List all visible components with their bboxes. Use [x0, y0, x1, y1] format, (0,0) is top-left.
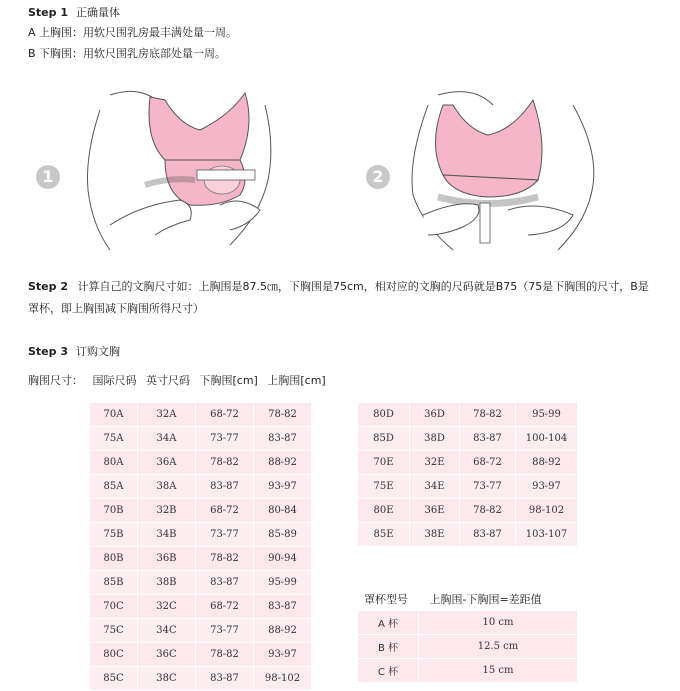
- table-cell: 38A: [138, 475, 196, 499]
- step2-text: 计算自己的文胸尺寸如：上胸围是87.5㎝，下胸围是75cm，相对应的文胸的尺码就是B75（75是下胸围的尺寸，B是罩杯，即上胸围减下胸围所得尺寸）: [28, 280, 649, 315]
- table-cell: 70A: [90, 403, 138, 427]
- cup-type-cell: B 杯: [358, 635, 419, 659]
- size-header-underbust: 下胸围[cm]: [199, 374, 258, 387]
- table-cell: 70C: [90, 595, 138, 619]
- table-row: [90, 499, 312, 523]
- size-header-bust: 上胸围[cm]: [267, 374, 326, 387]
- table-cell: 34E: [410, 475, 460, 499]
- cup-diff-row: [358, 635, 578, 659]
- table-row: [358, 451, 578, 475]
- size-header-international: 国际尺码: [92, 374, 137, 387]
- step1-line-a: A 上胸围：用软尺围乳房最丰满处量一周。: [28, 26, 238, 39]
- table-row: [358, 499, 578, 523]
- figure2-number-badge: 2: [366, 165, 390, 189]
- table-cell: 83-87: [196, 571, 254, 595]
- table-row: [90, 643, 312, 667]
- step2-paragraph: [28, 276, 658, 320]
- table-row: [90, 595, 312, 619]
- figure1-number-badge: 1: [36, 165, 60, 189]
- table-cell: 85B: [90, 571, 138, 595]
- table-cell: 83-87: [254, 427, 312, 451]
- table-cell: 80E: [358, 499, 410, 523]
- table-cell: 38D: [410, 427, 460, 451]
- table-cell: 68-72: [460, 451, 516, 475]
- table-cell: 93-97: [254, 643, 312, 667]
- table-cell: 38C: [138, 667, 196, 691]
- step3-title: 订购文胸: [76, 345, 120, 358]
- table-cell: 34A: [138, 427, 196, 451]
- step1-label: Step 1: [28, 6, 68, 19]
- table-row: [358, 427, 578, 451]
- table-cell: 78-82: [460, 403, 516, 427]
- table-cell: 38B: [138, 571, 196, 595]
- figure1-measuring-illustration: [70, 85, 300, 260]
- cup-diff-row: [358, 659, 578, 683]
- table-row: [90, 619, 312, 643]
- table-cell: 80A: [90, 451, 138, 475]
- table-cell: 80C: [90, 643, 138, 667]
- table-cell: 78-82: [196, 643, 254, 667]
- table-cell: 88-92: [516, 451, 578, 475]
- table-cell: 85D: [358, 427, 410, 451]
- cup-diff-value-cell: 15 cm: [419, 659, 578, 683]
- table-cell: 32C: [138, 595, 196, 619]
- table-row: [90, 547, 312, 571]
- table-cell: 78-82: [196, 547, 254, 571]
- table-row: [358, 523, 578, 547]
- table-cell: 36D: [410, 403, 460, 427]
- table-cell: 73-77: [196, 619, 254, 643]
- size-table-right-body: [358, 403, 578, 547]
- table-row: [90, 523, 312, 547]
- size-table-left: [90, 403, 312, 691]
- table-cell: 36C: [138, 643, 196, 667]
- table-cell: 75C: [90, 619, 138, 643]
- cup-diff-header-value: 上胸围-下胸围=差距值: [429, 593, 542, 606]
- size-table-left-body: [90, 403, 312, 691]
- table-cell: 85-89: [254, 523, 312, 547]
- table-row: [358, 403, 578, 427]
- step3-heading: [28, 343, 120, 359]
- table-cell: 68-72: [196, 403, 254, 427]
- table-cell: 75E: [358, 475, 410, 499]
- table-cell: 88-92: [254, 619, 312, 643]
- table-cell: 93-97: [516, 475, 578, 499]
- size-header-prefix: 胸围尺寸：: [28, 374, 83, 387]
- table-cell: 68-72: [196, 595, 254, 619]
- table-cell: 36A: [138, 451, 196, 475]
- table-cell: 98-102: [254, 667, 312, 691]
- table-cell: 83-87: [196, 667, 254, 691]
- table-row: [90, 451, 312, 475]
- table-cell: 34C: [138, 619, 196, 643]
- cup-diff-table-body: [358, 611, 578, 683]
- table-cell: 93-97: [254, 475, 312, 499]
- table-cell: 70E: [358, 451, 410, 475]
- table-cell: 73-77: [196, 523, 254, 547]
- table-cell: 32A: [138, 403, 196, 427]
- table-cell: 36B: [138, 547, 196, 571]
- step1-heading: [28, 4, 120, 20]
- table-cell: 83-87: [254, 595, 312, 619]
- cup-diff-header-cup: 罩杯型号: [364, 593, 408, 606]
- table-cell: 78-82: [460, 499, 516, 523]
- table-row: [90, 667, 312, 691]
- size-header-inch: 英寸尺码: [146, 374, 190, 387]
- cup-diff-table: [358, 611, 578, 683]
- table-row: [90, 427, 312, 451]
- cup-diff-row: [358, 611, 578, 635]
- table-cell: 73-77: [196, 427, 254, 451]
- table-cell: 70B: [90, 499, 138, 523]
- table-cell: 38E: [410, 523, 460, 547]
- table-cell: 75A: [90, 427, 138, 451]
- table-cell: 32E: [410, 451, 460, 475]
- table-cell: 95-99: [254, 571, 312, 595]
- cup-diff-value-cell: 10 cm: [419, 611, 578, 635]
- cup-diff-value-cell: 12.5 cm: [419, 635, 578, 659]
- size-table-right: [358, 403, 578, 547]
- cup-type-cell: A 杯: [358, 611, 419, 635]
- table-row: [358, 475, 578, 499]
- table-cell: 80B: [90, 547, 138, 571]
- table-cell: 75B: [90, 523, 138, 547]
- table-cell: 88-92: [254, 451, 312, 475]
- step1-title: 正确量体: [76, 6, 120, 19]
- table-cell: 100-104: [516, 427, 578, 451]
- table-cell: 78-82: [196, 451, 254, 475]
- table-cell: 90-94: [254, 547, 312, 571]
- table-cell: 36E: [410, 499, 460, 523]
- size-columns-header: [28, 372, 332, 388]
- figure2-measuring-illustration: [398, 85, 613, 260]
- table-cell: 34B: [138, 523, 196, 547]
- table-row: [90, 571, 312, 595]
- table-cell: 98-102: [516, 499, 578, 523]
- table-cell: 83-87: [460, 523, 516, 547]
- table-cell: 80D: [358, 403, 410, 427]
- table-cell: 73-77: [460, 475, 516, 499]
- table-cell: 78-82: [254, 403, 312, 427]
- table-cell: 85E: [358, 523, 410, 547]
- step1-line-b: B 下胸围：用软尺围乳房底部处量一周。: [28, 47, 227, 60]
- step3-label: Step 3: [28, 345, 68, 358]
- table-cell: 95-99: [516, 403, 578, 427]
- table-cell: 83-87: [196, 475, 254, 499]
- table-cell: 68-72: [196, 499, 254, 523]
- step2-label: Step 2: [28, 280, 68, 293]
- cup-type-cell: C 杯: [358, 659, 419, 683]
- table-cell: 85C: [90, 667, 138, 691]
- table-row: [90, 403, 312, 427]
- table-cell: 80-84: [254, 499, 312, 523]
- table-cell: 83-87: [460, 427, 516, 451]
- table-cell: 32B: [138, 499, 196, 523]
- table-cell: 103-107: [516, 523, 578, 547]
- table-row: [90, 475, 312, 499]
- table-cell: 85A: [90, 475, 138, 499]
- cup-diff-header: [364, 591, 560, 607]
